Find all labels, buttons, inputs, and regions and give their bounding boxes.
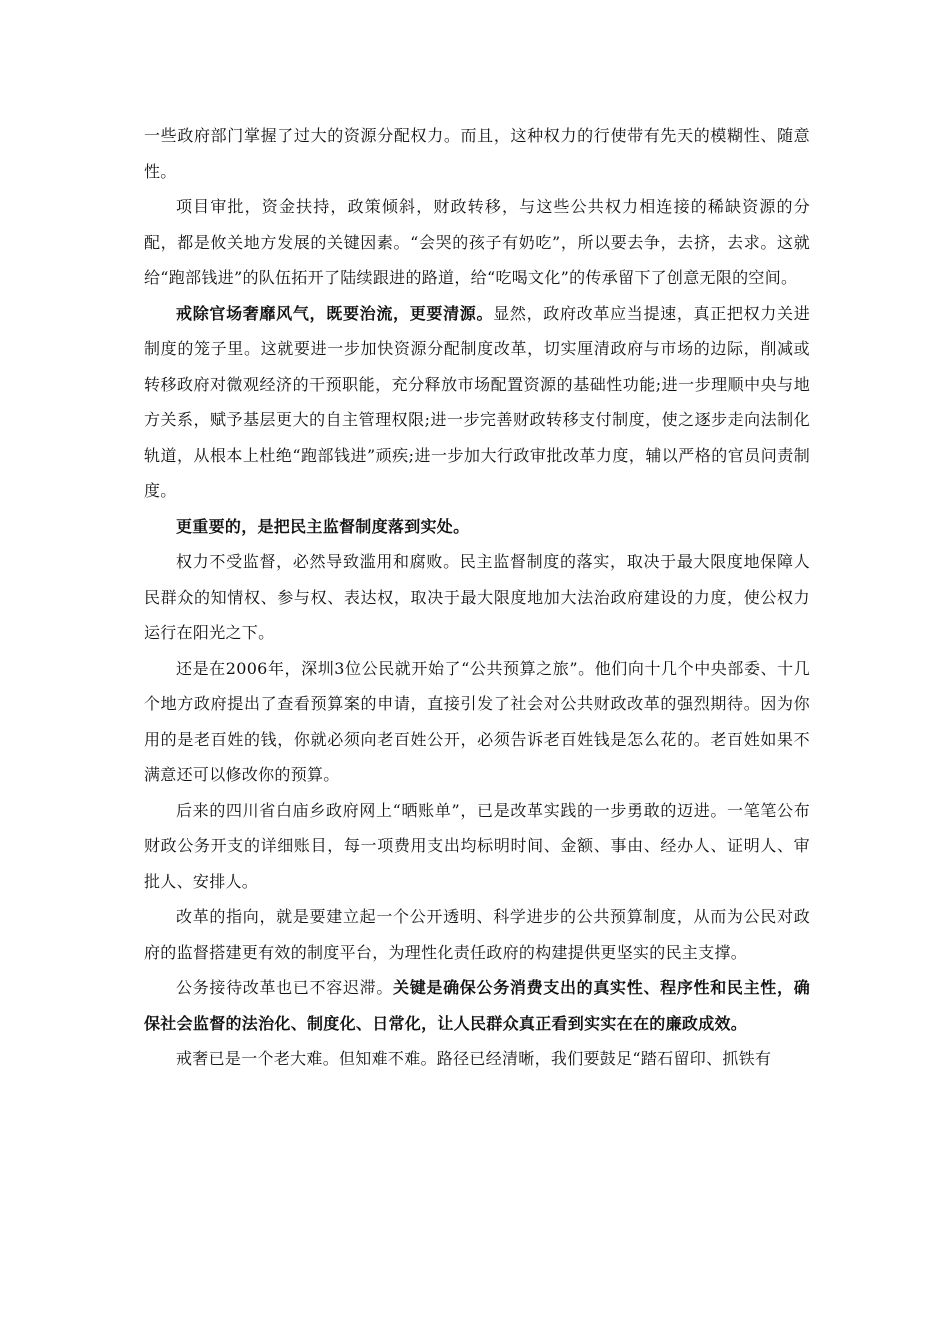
paragraph-bold-key: 关键是确保公务消费支出的真实性、程序性和民主性，确保社会监督的法治化、制度化、日常化，让人民群众真正看到实实在在的廉政成效。	[144, 978, 810, 1033]
paragraph-text: 还是在2006年，深圳3位公民就开始了“公共预算之旅”。他们向十几个中央部委、十几个地方政府提出了查看预算案的申请，直接引发了社会对公共财政改革的强烈期待。因为你用的是老百姓的钱，你就必须向老百姓公开，必须告诉老百姓钱是怎么花的。老百姓如果不满意还可以修改你的预算。	[144, 658, 810, 784]
paragraph-official-reception	[144, 970, 810, 1041]
paragraph-bold-lead: 更重要的，是把民主监督制度落到实处。	[176, 516, 470, 536]
paragraph-bold-lead: 戒除官场奢靡风气，既要治流，更要清源。	[176, 303, 494, 323]
paragraph-shenzhen-budget	[144, 651, 810, 793]
paragraph-reform-source	[144, 296, 810, 509]
paragraph-anti-extravagance	[144, 1041, 810, 1077]
paragraph-text: 项目审批，资金扶持，政策倾斜，财政转移，与这些公共权力相连接的稀缺资源的分配，都是攸关地方发展的关键因素。“会哭的孩子有奶吃”，所以要去争，去挤，去求。这就给“跑部钱进”的队伍拓开了陆续跟进的路道，给“吃喝文化”的传承留下了创意无限的空间。	[144, 197, 810, 287]
paragraph-text: 权力不受监督，必然导致滥用和腐败。民主监督制度的落实，取决于最大限度地保障人民群众的知情权、参与权、表达权，取决于最大限度地加大法治政府建设的力度，使公权力运行在阳光之下。	[144, 552, 810, 642]
paragraph-continuation	[144, 118, 810, 189]
paragraph-power-supervision	[144, 544, 810, 651]
paragraph-reform-direction	[144, 899, 810, 970]
paragraph-text: 显然，政府改革应当提速，真正把权力关进制度的笼子里。这就要进一步加快资源分配制度改革，切实厘清政府与市场的边际，削减或转移政府对微观经济的干预职能，充分释放市场配置资源的基础性功能;进一步理顺中央与地方关系，赋予基层更大的自主管理权限;进一步完善财政转移支付制度，使之逐步走向法制化轨道，从根本上杜绝“跑部钱进”顽疾;进一步加大行政审批改革力度，辅以严格的官员问责制度。	[144, 303, 811, 500]
paragraph-text: 后来的四川省白庙乡政府网上“晒账单”，已是改革实践的一步勇敢的迈进。一笔笔公布财政公务开支的详细账目，每一项费用支出均标明时间、金额、事由、经办人、证明人、审批人、安排人。	[144, 800, 810, 891]
paragraph-baimiao-accounts	[144, 793, 810, 900]
paragraph-text: 一些政府部门掌握了过大的资源分配权力。而且，这种权力的行使带有先天的模糊性、随意性。	[144, 126, 810, 181]
paragraph-text: 戒奢已是一个老大难。但知难不难。路径已经清晰，我们要鼓足“踏石留印、抓铁有	[176, 1049, 772, 1068]
article-body	[144, 118, 810, 1077]
paragraph-text: 公务接待改革也已不容迟滞。	[176, 978, 394, 997]
paragraph-resource-allocation	[144, 189, 810, 296]
paragraph-democratic-supervision-heading	[144, 509, 810, 545]
paragraph-text: 改革的指向，就是要建立起一个公开透明、科学进步的公共预算制度，从而为公民对政府的监督搭建更有效的制度平台，为理性化责任政府的构建提供更坚实的民主支撑。	[144, 907, 810, 962]
